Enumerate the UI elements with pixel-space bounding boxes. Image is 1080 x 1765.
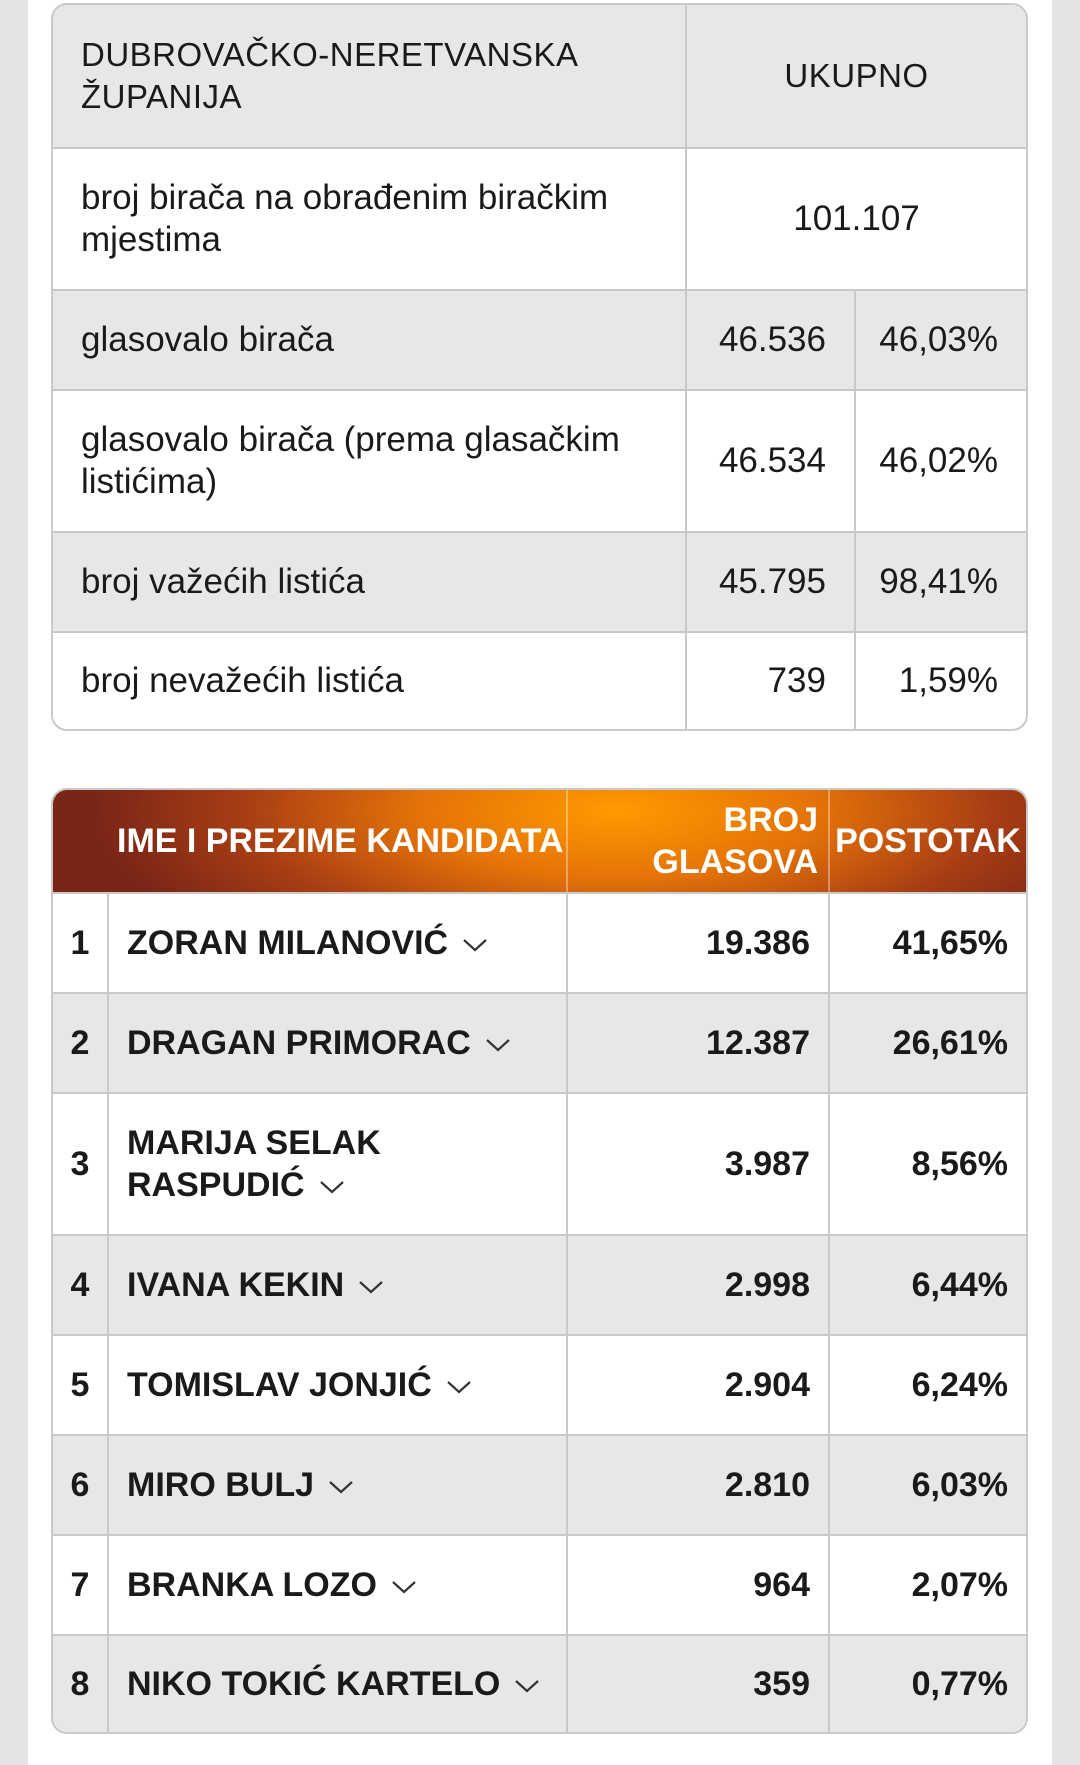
- candidate-votes: 3.987: [568, 1094, 830, 1234]
- candidate-percent: 8,56%: [911, 1144, 1008, 1183]
- candidate-rank: 8: [53, 1636, 109, 1732]
- candidate-votes: 964: [568, 1536, 830, 1634]
- candidate-rank: 4: [53, 1236, 109, 1334]
- page-margin-right: [1052, 0, 1080, 1765]
- candidate-votes: 2.904: [568, 1336, 830, 1434]
- candidate-name-cell[interactable]: [109, 1094, 568, 1234]
- candidate-rank: 7: [53, 1536, 109, 1634]
- region-name: DUBROVAČKO-NERETVANSKA ŽUPANIJA: [53, 5, 687, 147]
- candidate-votes: 12.387: [568, 994, 830, 1092]
- votes-column-header: BROJ GLASOVA: [568, 790, 830, 892]
- chevron-down-icon[interactable]: [514, 1678, 540, 1694]
- candidate-rank: 2: [53, 994, 109, 1092]
- candidate-row[interactable]: [53, 1634, 1026, 1732]
- candidate-results-table: [51, 788, 1028, 1734]
- valid-ballots-row: [53, 531, 1026, 631]
- candidate-percent: 6,24%: [911, 1365, 1008, 1404]
- candidate-rank: 1: [53, 894, 109, 992]
- summary-row-label: glasovalo birača (prema glasačkim listićima): [53, 391, 687, 531]
- candidate-name-cell[interactable]: [109, 1636, 568, 1732]
- candidate-votes: 19.386: [568, 894, 830, 992]
- candidate-name-text: MARIJA SELAK RASPUDIĆ: [127, 1124, 381, 1204]
- candidate-rank: 3: [53, 1094, 109, 1234]
- summary-row-label: broj važećih listića: [53, 533, 687, 631]
- candidate-name-text: DRAGAN PRIMORAC: [127, 1022, 511, 1064]
- candidate-name-text: TOMISLAV JONJIĆ: [127, 1364, 472, 1406]
- invalid-ballots-row: [53, 631, 1026, 729]
- chevron-down-icon[interactable]: [391, 1579, 417, 1595]
- registered-voters-value: 101.107: [793, 199, 920, 238]
- candidate-rank: 6: [53, 1436, 109, 1534]
- summary-row-label: glasovalo birača: [53, 291, 687, 389]
- candidate-row[interactable]: [53, 1234, 1026, 1334]
- candidate-name-text: BRANKA LOZO: [127, 1564, 417, 1606]
- percent-column-header: POSTOTAK: [835, 821, 1021, 860]
- candidate-percent: 2,07%: [911, 1565, 1008, 1604]
- candidate-name-text: MIRO BULJ: [127, 1464, 354, 1506]
- candidate-name-cell[interactable]: [109, 1236, 568, 1334]
- candidate-percent: 26,61%: [892, 1023, 1008, 1062]
- chevron-down-icon[interactable]: [485, 1037, 511, 1053]
- summary-row-value: 45.795: [687, 533, 856, 631]
- candidate-row[interactable]: [53, 1534, 1026, 1634]
- candidate-name-cell[interactable]: [109, 994, 568, 1092]
- chevron-down-icon[interactable]: [358, 1279, 384, 1295]
- candidate-name-text: IVANA KEKIN: [127, 1264, 384, 1306]
- turnout-summary-table: [51, 3, 1028, 731]
- candidate-percent: 0,77%: [911, 1664, 1008, 1703]
- candidate-percent: 6,03%: [911, 1465, 1008, 1504]
- candidate-votes: 359: [568, 1636, 830, 1732]
- summary-header-row: [53, 5, 1026, 147]
- candidate-row[interactable]: [53, 992, 1026, 1092]
- candidates-header-row: [53, 790, 1026, 892]
- turnout-row: [53, 289, 1026, 389]
- summary-row-percent: 1,59%: [898, 661, 998, 700]
- candidate-name-cell[interactable]: [109, 894, 568, 992]
- candidate-percent: 6,44%: [911, 1265, 1008, 1304]
- registered-voters-label: broj birača na obrađenim biračkim mjestima: [53, 149, 687, 289]
- candidate-rank: 5: [53, 1336, 109, 1434]
- chevron-down-icon[interactable]: [446, 1379, 472, 1395]
- summary-row-label: broj nevažećih listića: [53, 633, 687, 729]
- candidate-votes: 2.810: [568, 1436, 830, 1534]
- candidate-votes: 2.998: [568, 1236, 830, 1334]
- candidate-row[interactable]: [53, 1334, 1026, 1434]
- candidate-name-text: ZORAN MILANOVIĆ: [127, 922, 488, 964]
- candidate-row[interactable]: [53, 892, 1026, 992]
- chevron-down-icon[interactable]: [328, 1479, 354, 1495]
- turnout-by-ballots-row: [53, 389, 1026, 531]
- candidate-name-cell[interactable]: [109, 1536, 568, 1634]
- total-column-header: UKUPNO: [784, 57, 929, 94]
- summary-row-percent: 98,41%: [879, 562, 998, 601]
- candidate-name-cell[interactable]: [109, 1336, 568, 1434]
- candidate-percent: 41,65%: [892, 923, 1008, 962]
- chevron-down-icon[interactable]: [462, 937, 488, 953]
- summary-row-percent: 46,03%: [879, 320, 998, 359]
- summary-row-value: 46.534: [687, 391, 856, 531]
- summary-row-value: 46.536: [687, 291, 856, 389]
- candidate-name-cell[interactable]: [109, 1436, 568, 1534]
- name-column-header: IME I PREZIME KANDIDATA: [53, 790, 568, 892]
- summary-row-percent: 46,02%: [879, 441, 998, 480]
- candidate-name-text: NIKO TOKIĆ KARTELO: [127, 1663, 540, 1705]
- page-margin-left: [0, 0, 28, 1765]
- candidate-row[interactable]: [53, 1434, 1026, 1534]
- summary-row-value: 739: [687, 633, 856, 729]
- chevron-down-icon[interactable]: [319, 1179, 345, 1195]
- registered-voters-row: [53, 147, 1026, 289]
- candidate-row[interactable]: [53, 1092, 1026, 1234]
